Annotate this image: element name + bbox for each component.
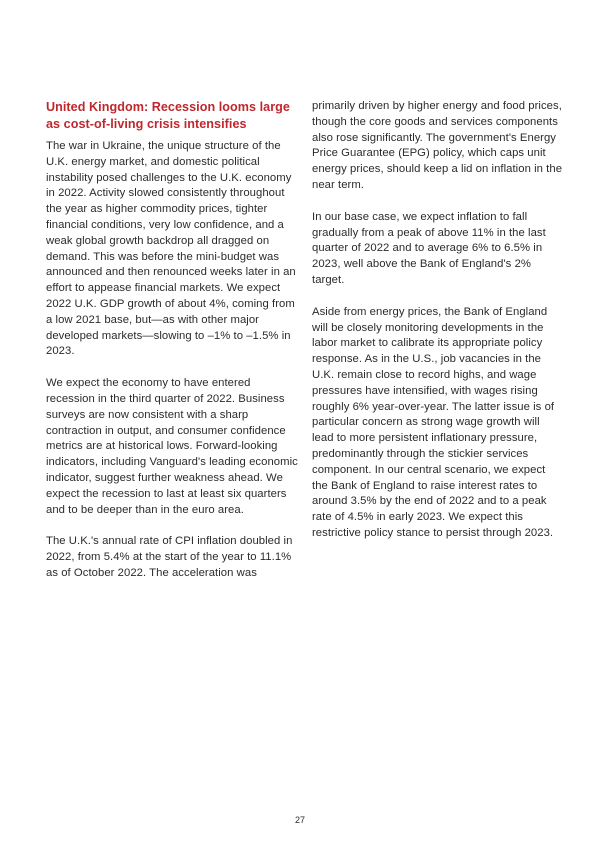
body-paragraph: In our base case, we expect inflation to fall gradually from a peak of above 11% in the last quarter of 2022 and to average 6% to 6.5% in 2023, well above the Bank of England's 2% target. xyxy=(312,210,546,286)
body-paragraph: The U.K.'s annual rate of CPI inflation doubled in 2022, from 5.4% at the start of the year to 11.1% as of October 2022. The acceleration was xyxy=(46,535,293,579)
left-column xyxy=(46,99,298,598)
right-column xyxy=(312,99,564,558)
body-paragraph: Aside from energy prices, the Bank of England will be closely monitoring developments in the labor market to calibrate its appropriate policy response. As in the U.S., job vacancies in the U.K. remain close to record highs, and wage pressures have intensified, with wages rising roughly 6% year-over-year. The latter issue is of particular concern as strong wage growth will lead to more persistent inflationary pressure, predominantly through the stickier services component. In our central scenario, we expect the Bank of England to raise interest rates to around 3.5% by the end of 2022 and to a peak rate of 4.5% in early 2023. We expect this restrictive policy stance to persist through 2023. xyxy=(312,305,555,539)
section-heading: United Kingdom: Recession looms large as cost-of-living crisis intensifies xyxy=(46,100,290,131)
body-paragraph: The war in Ukraine, the unique structure of the U.K. energy market, and domestic political instability posed challenges to the U.K. economy in 2022. Activity slowed consistently throughout the year as higher commodity prices, tighter financial conditions, very low confidence, and a weak global growth backdrop all dragged on demand. This was before the mini-budget was announced and then renounced weeks later in an effort to appease financial markets. We expect 2022 U.K. GDP growth of about 4%, coming from a low 2021 base, but—as with other major developed markets—slowing to –1% to –1.5% in 2023. xyxy=(46,140,296,358)
body-paragraph: primarily driven by higher energy and food prices, though the core goods and services components also rose significantly. The government's Energy Price Guarantee (EPG) policy, which caps unit energy prices, should keep a lid on inflation in the near term. xyxy=(312,100,563,191)
body-paragraph: We expect the economy to have entered recession in the third quarter of 2022. Business surveys are now consistent with a sharp contraction in output, and consumer confidence metrics are at historical lows. Forward-looking indicators, including Vanguard's leading economic indicator, suggest further weakness ahead. We expect the recession to last at least six quarters and to be deeper than in the euro area. xyxy=(46,377,298,516)
page-number: 27 xyxy=(294,815,305,825)
